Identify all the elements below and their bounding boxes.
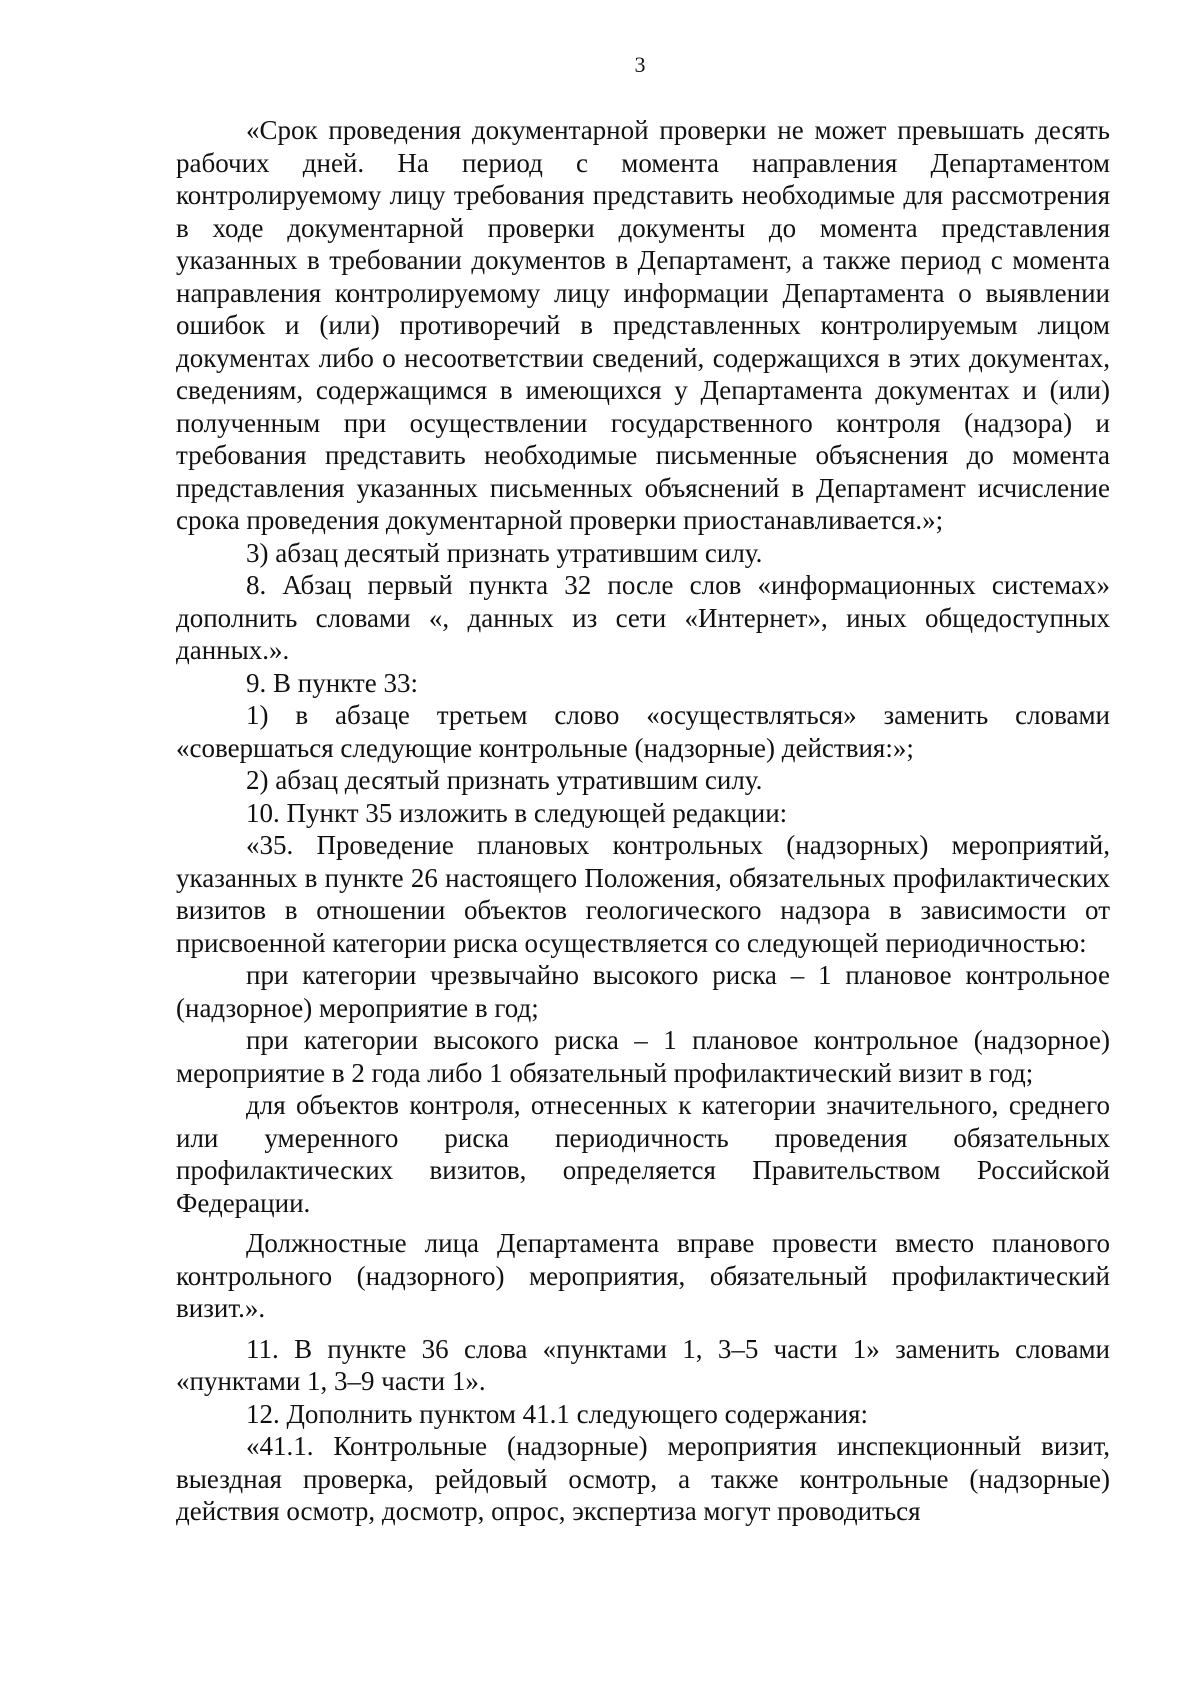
paragraph-document-check-term: «Срок проведения документарной проверки не может превышать десять рабочих дней. На период с момента направления Департаментом контролируемому лицу требования представить необходимые для рассмотрения в ходе документарной проверки документы до момента представления указанных в требовании документов в Департамент, а также период с момента направления контролируемому лицу информации Департамента о выявлении ошибок и (или) противоречий в представленных контролируемым лицом документах либо о несоответствии сведений, содержащихся в этих документах, сведениям, содержащимся в имеющихся у Департамента документах и (или) полученным при осуществлении государственного контроля (надзора) и требования представить необходимые письменные объяснения до момента представления указанных письменных объяснений в Департамент исчисление срока проведения документарной проверки приостанавливается.»; — [176, 115, 1110, 535]
page-number: 3 — [634, 52, 646, 77]
paragraph-point-9-sub-1: 1) в абзаце третьем слово «осуществляться» заменить словами «совершаться следующие контрольные (надзорные) действия:»; — [176, 700, 1110, 763]
document-body — [176, 114, 1110, 1528]
paragraph-extremely-high-risk: при категории чрезвычайно высокого риска – 1 плановое контрольное (надзорное) мероприятие в год; — [176, 960, 1110, 1023]
paragraph-item-3-paragraph-ten: 3) абзац десятый признать утратившим силу. — [246, 537, 763, 568]
paragraph-clause-41-1: «41.1. Контрольные (надзорные) мероприятия инспекционный визит, выездная проверка, рейдовый осмотр, а также контрольные (надзорные) действия осмотр, досмотр, опрос, экспертиза могут проводиться — [176, 1431, 1110, 1526]
paragraph-point-10: 10. Пункт 35 изложить в следующей редакции: — [246, 797, 788, 828]
paragraph-point-12: 12. Дополнить пунктом 41.1 следующего содержания: — [246, 1398, 868, 1429]
paragraph-other-risk-categories: для объектов контроля, отнесенных к категории значительного, среднего или умеренного риска периодичность проведения обязательных профилактических визитов, определяется Правительством Российской Федерации. — [176, 1090, 1110, 1218]
paragraph-point-9: 9. В пункте 33: — [246, 667, 418, 698]
paragraph-officials-right: Должностные лица Департамента вправе провести вместо планового контрольного (надзорного) мероприятия, обязательный профилактический визит.». — [176, 1228, 1110, 1323]
paragraph-point-9-sub-2: 2) абзац десятый признать утратившим силу. — [246, 765, 763, 795]
paragraph-high-risk: при категории высокого риска – 1 плановое контрольное (надзорное) мероприятие в 2 года либо 1 обязательный профилактический визит в год; — [176, 1025, 1110, 1088]
paragraph-point-11: 11. В пункте 36 слова «пунктами 1, 3–5 части 1» заменить словами «пунктами 1, 3–9 части 1». — [176, 1333, 1110, 1396]
paragraph-point-8: 8. Абзац первый пункта 32 после слов «информационных системах» дополнить словами «, данных из сети «Интернет», иных общедоступных данных.». — [176, 570, 1110, 665]
paragraph-clause-35: «35. Проведение плановых контрольных (надзорных) мероприятий, указанных в пункте 26 настоящего Положения, обязательных профилактических визитов в отношении объектов геологического надзора в зависимости от присвоенной категории риска осуществляется со следующей периодичностью: — [176, 830, 1110, 958]
